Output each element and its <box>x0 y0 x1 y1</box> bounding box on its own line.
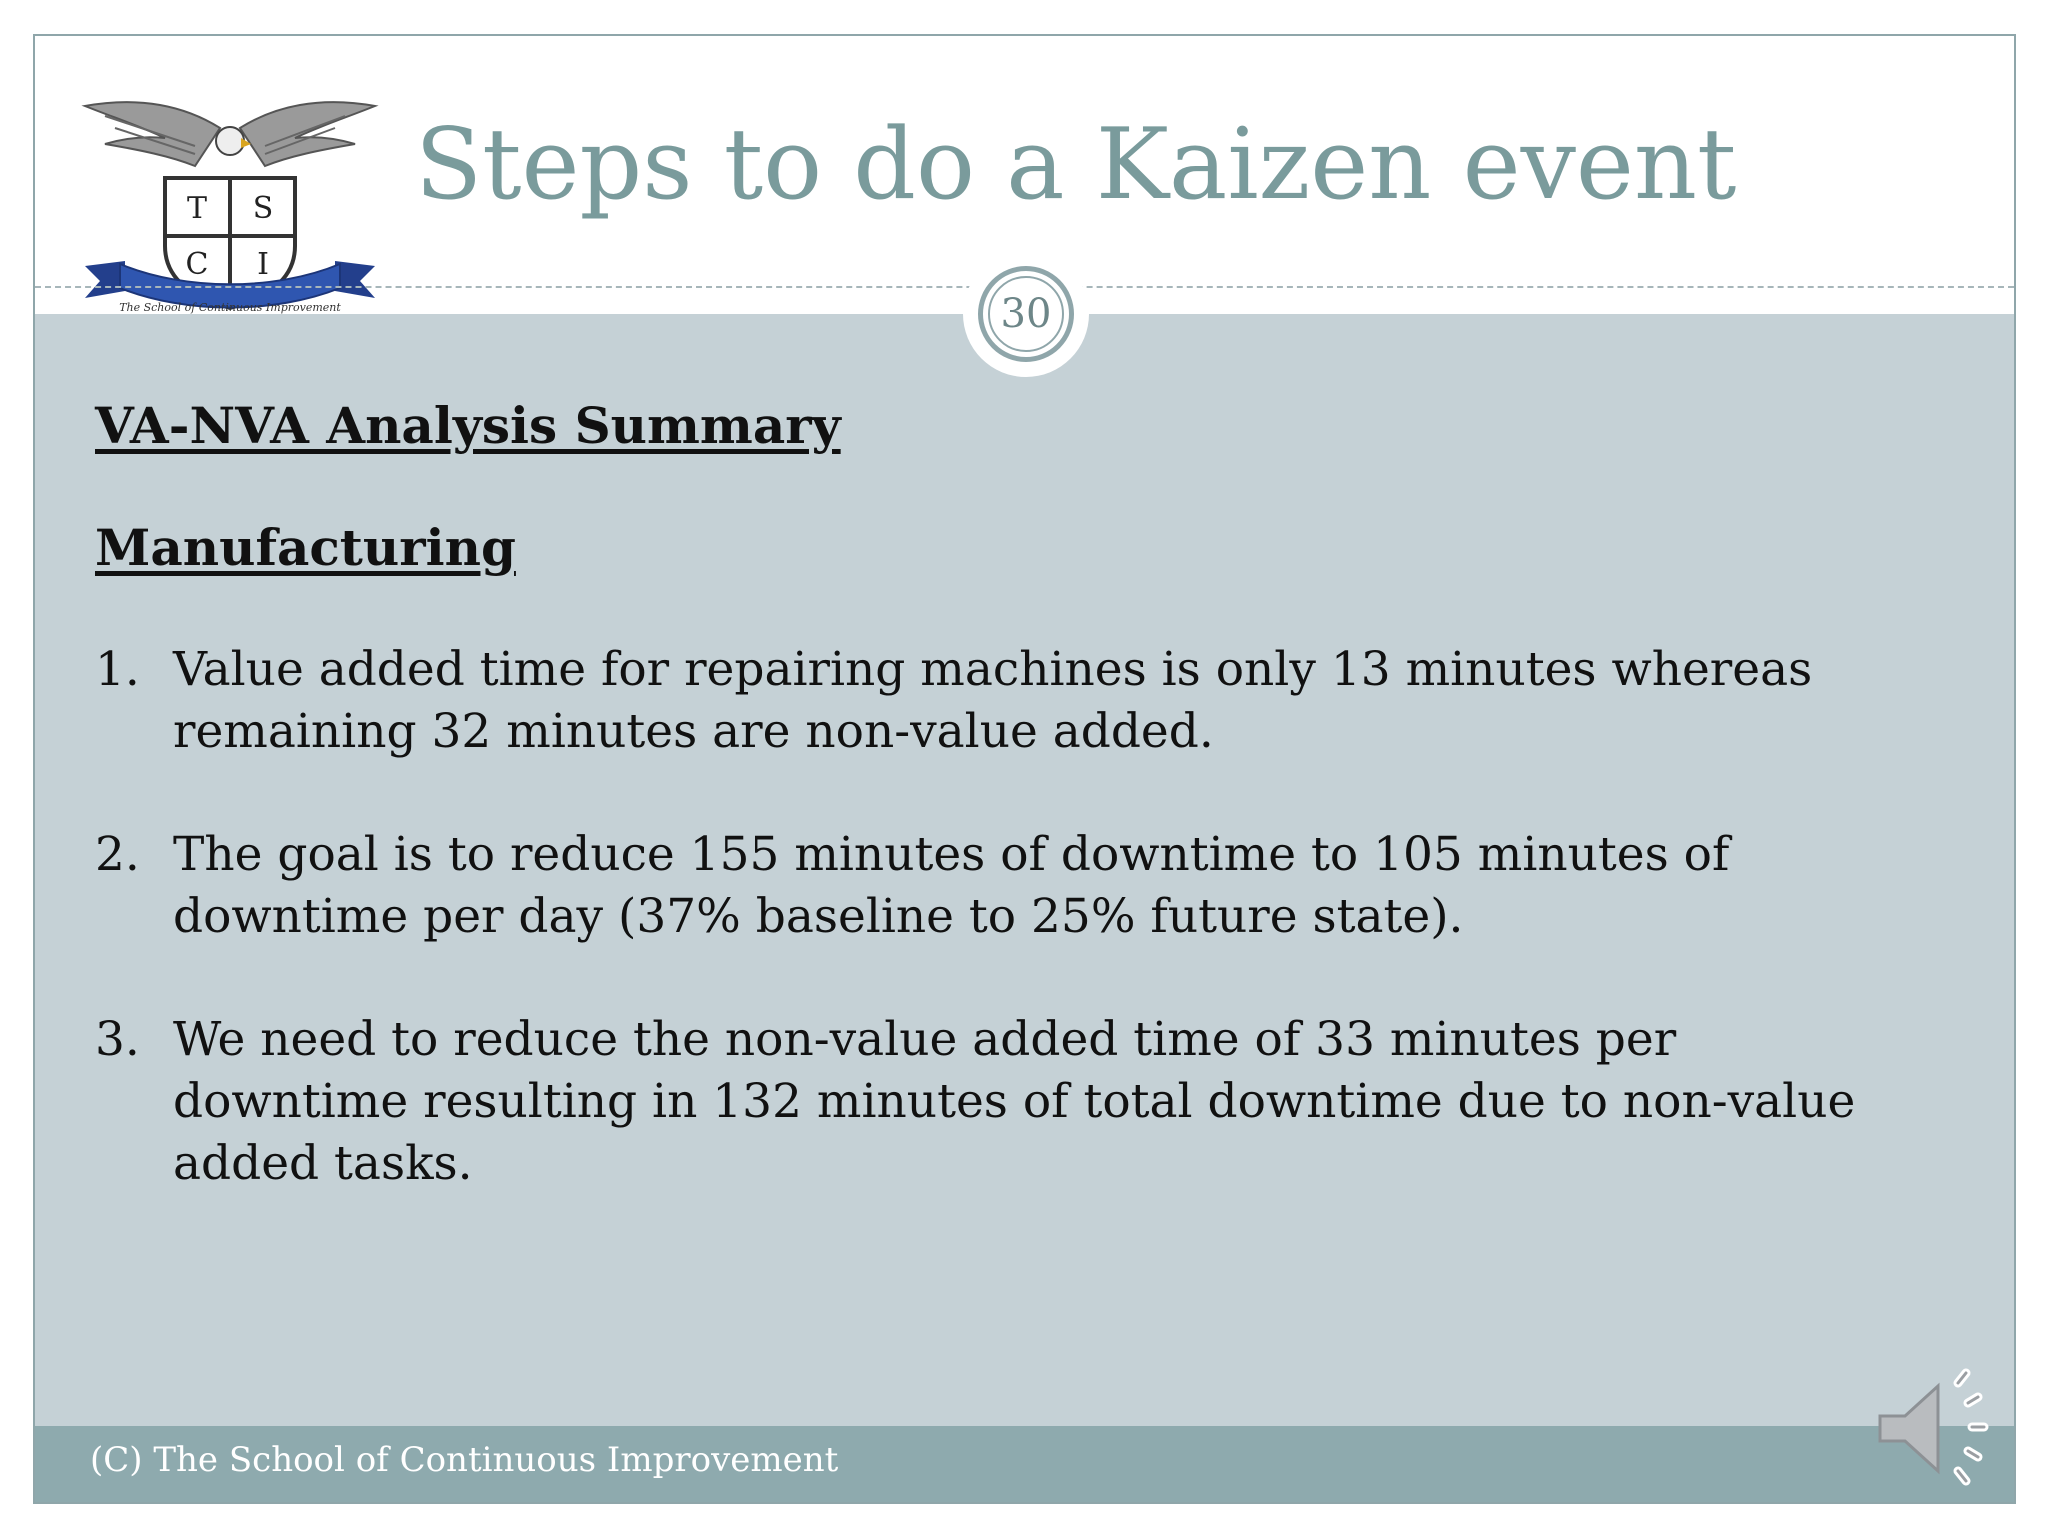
list-item <box>95 824 1925 948</box>
speaker-icon[interactable] <box>1870 1361 2010 1491</box>
logo-banner-text: The School of Continuous Improvement <box>119 301 341 314</box>
list-item <box>95 1009 1925 1195</box>
list-item-number: 1. <box>95 642 140 697</box>
slide <box>33 34 2016 1504</box>
subheading: Manufacturing <box>95 518 516 577</box>
page-number: 30 <box>988 276 1064 352</box>
summary-list <box>95 639 1925 1256</box>
school-logo <box>45 66 415 316</box>
logo-letter-s: S <box>252 191 274 226</box>
slide-title: Steps to do a Kaizen event <box>415 108 1737 222</box>
logo-letter-t: T <box>186 191 208 226</box>
footer-copyright: (C) The School of Continuous Improvement <box>90 1440 839 1480</box>
section-heading: VA-NVA Analysis Summary <box>95 396 841 455</box>
list-item-text: We need to reduce the non-value added time of 33 minutes per downtime resulting in 132 minutes of total downtime due to non-value added tasks. <box>173 1012 1856 1191</box>
list-item-text: Value added time for repairing machines is only 13 minutes whereas remaining 32 minutes are non-value added. <box>173 642 1813 759</box>
page-number-ring <box>978 266 1074 362</box>
page-number-badge <box>963 251 1089 377</box>
logo-letter-c: C <box>185 247 209 282</box>
list-item-text: The goal is to reduce 155 minutes of downtime to 105 minutes of downtime per day (37% baseline to 25% future state). <box>173 827 1730 944</box>
logo-letter-i: I <box>257 247 269 282</box>
slide-footer <box>35 1426 2014 1502</box>
list-item <box>95 639 1925 763</box>
list-item-number: 2. <box>95 827 140 882</box>
list-item-number: 3. <box>95 1012 140 1067</box>
